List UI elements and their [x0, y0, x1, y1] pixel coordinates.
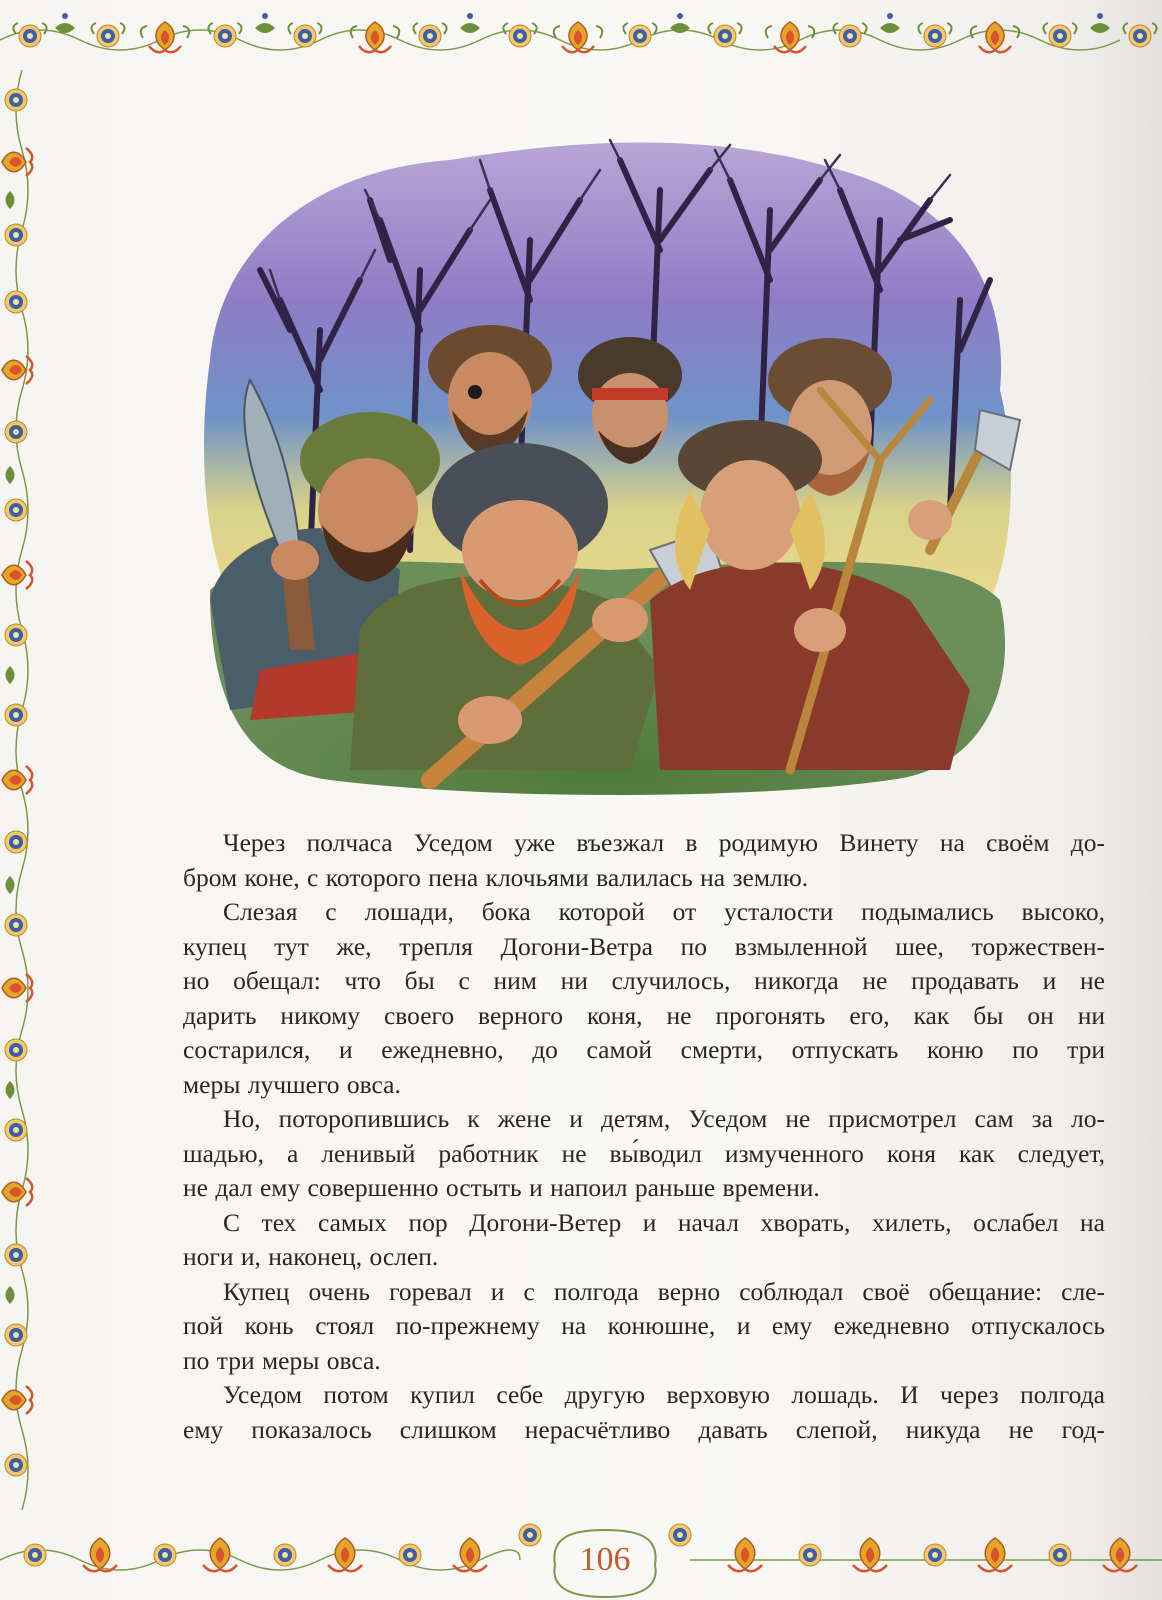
text-line: Уседом потом купил себе другую верховую лошадь. И через полгода [223, 1380, 1105, 1409]
text-line: Через полчаса Уседом уже въезжал в родимую Винету на своём до- [223, 828, 1105, 857]
paragraph-3 [143, 1102, 1105, 1206]
paragraph-4 [143, 1206, 1105, 1275]
floral-border-icon [0, 0, 1162, 80]
text-line: бром коне, с которого пена клочьями валилась на землю. [183, 862, 809, 892]
text-line: Слезая с лошади, бока которой от усталости подымались высоко, [223, 897, 1105, 926]
top-ornament-border [0, 0, 1162, 80]
text-line: шадью, а ленивый работник не вы́водил измученного коня как следует, [183, 1138, 1105, 1168]
text-line: Купец очень горевал и с полгода верно соблюдал своё обещание: сле- [223, 1276, 1105, 1306]
text-line: по три меры овса. [183, 1345, 381, 1375]
text-line: не дал ему совершенно остыть и напоил раньше времени. [183, 1173, 820, 1202]
story-illustration [190, 130, 1030, 810]
text-line: меры лучшего овса. [183, 1069, 401, 1099]
text-line: ему показалось слишком нерасчётливо давать слепой, никуда не год- [183, 1414, 1105, 1444]
floral-border-vertical-icon [0, 70, 60, 1510]
text-line: Но, поторопившись к жене и детям, Уседом не присмотрел сам за ло- [223, 1104, 1105, 1133]
text-line: пой конь стоял по-прежнему на конюшне, и ему ежедневно отпускалось [183, 1311, 1105, 1340]
paragraph-6 [143, 1378, 1105, 1447]
bandits-in-forest-illustration-icon [190, 130, 1030, 810]
text-line: дарить никому своего верного коня, не прогонять его, как бы он ни [183, 1000, 1105, 1030]
story-text [143, 826, 1105, 1447]
page-number: 106 [579, 1541, 631, 1578]
paragraph-2 [143, 895, 1105, 1102]
left-ornament-border [0, 70, 60, 1510]
text-line: ноги и, наконец, ослеп. [183, 1242, 439, 1271]
paragraph-1 [143, 826, 1105, 895]
text-line: купец тут же, трепля Догони-Ветра по взмыленной шее, торжествен- [183, 931, 1105, 961]
text-line: С тех самых пор Догони-Ветер и начал хворать, хилеть, ослабел на [223, 1207, 1105, 1237]
text-line: но обещал: что бы с ним ни случилось, никогда не продавать и не [183, 966, 1105, 995]
text-line: состарился, и ежедневно, до самой смерти, отпускать коню по три [183, 1035, 1105, 1064]
paragraph-5 [143, 1275, 1105, 1379]
